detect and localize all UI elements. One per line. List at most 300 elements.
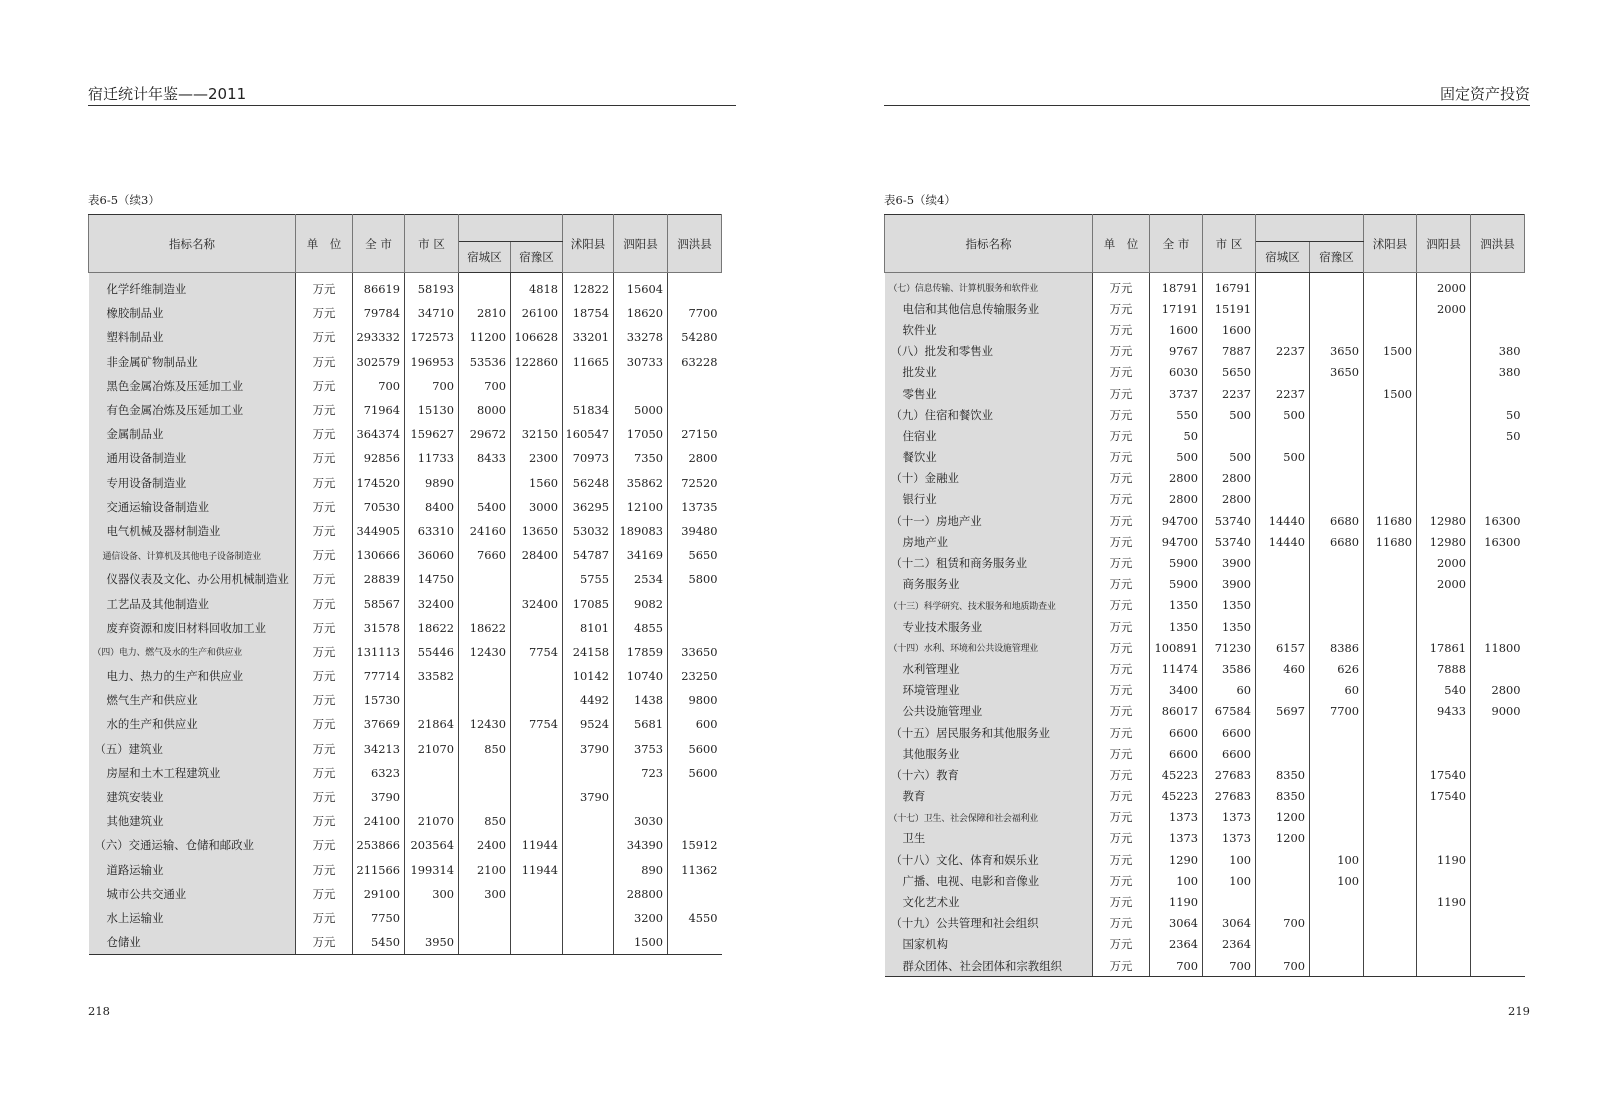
value-cell: 3000 (511, 495, 563, 519)
value-cell: 6600 (1150, 743, 1203, 764)
value-cell: 850 (459, 737, 511, 761)
value-cell (1417, 447, 1471, 468)
indicator-name-cell: 燃气生产和供应业 (89, 688, 296, 712)
value-cell: 33278 (614, 325, 668, 349)
value-cell (1417, 362, 1471, 383)
unit-cell: 万元 (296, 640, 353, 664)
table-row (89, 688, 722, 712)
value-cell: 21070 (405, 737, 459, 761)
value-cell: 1500 (1364, 383, 1417, 404)
value-cell (1310, 743, 1364, 764)
value-cell: 2800 (1150, 489, 1203, 510)
unit-cell: 万元 (296, 591, 353, 615)
value-cell (1310, 616, 1364, 637)
indicator-name-cell: （八）批发和零售业 (885, 341, 1093, 362)
value-cell (1471, 955, 1525, 977)
value-cell: 3400 (1150, 680, 1203, 701)
value-cell: 36060 (405, 543, 459, 567)
table-row (885, 786, 1525, 807)
value-cell: 3064 (1150, 913, 1203, 934)
value-cell (1471, 319, 1525, 340)
value-cell: 172573 (405, 325, 459, 349)
value-cell: 15730 (353, 688, 405, 712)
indicator-name-cell: 环境管理业 (885, 680, 1093, 701)
unit-cell: 万元 (296, 737, 353, 761)
value-cell: 27683 (1203, 786, 1256, 807)
value-cell (1417, 489, 1471, 510)
value-cell (1256, 891, 1310, 912)
value-cell (1256, 362, 1310, 383)
value-cell (668, 785, 722, 809)
indicator-name-cell: 教育 (885, 786, 1093, 807)
table-row (89, 446, 722, 470)
value-cell (1417, 383, 1471, 404)
unit-cell: 万元 (1093, 510, 1150, 531)
value-cell: 100 (1203, 849, 1256, 870)
value-cell: 2800 (1150, 468, 1203, 489)
value-cell: 100 (1310, 870, 1364, 891)
value-cell (1310, 891, 1364, 912)
value-cell: 7350 (614, 446, 668, 470)
indicator-name-cell: 黑色金属冶炼及压延加工业 (89, 374, 296, 398)
indicator-name-cell: 城市公共交通业 (89, 882, 296, 906)
value-cell: 122860 (511, 350, 563, 374)
value-cell (1417, 595, 1471, 616)
indicator-name-cell: 通信设备、计算机及其他电子设备制造业 (89, 543, 296, 567)
unit-cell: 万元 (296, 785, 353, 809)
unit-cell: 万元 (1093, 447, 1150, 468)
header-shuyang: 沭阳县 (563, 215, 614, 273)
value-cell: 11474 (1150, 658, 1203, 679)
table-row (885, 891, 1525, 912)
value-cell: 8000 (459, 398, 511, 422)
unit-cell: 万元 (1093, 595, 1150, 616)
table-row (885, 341, 1525, 362)
value-cell: 6600 (1203, 743, 1256, 764)
value-cell (511, 374, 563, 398)
table-row (885, 849, 1525, 870)
table-row (89, 906, 722, 930)
unit-cell: 万元 (1093, 383, 1150, 404)
indicator-name-cell: 批发业 (885, 362, 1093, 383)
value-cell (1256, 870, 1310, 891)
value-cell (1310, 934, 1364, 955)
value-cell: 1190 (1417, 849, 1471, 870)
value-cell: 189083 (614, 519, 668, 543)
value-cell (1310, 955, 1364, 977)
value-cell: 2237 (1256, 341, 1310, 362)
value-cell (563, 809, 614, 833)
value-cell (1471, 722, 1525, 743)
value-cell: 3950 (405, 930, 459, 955)
value-cell: 50 (1506, 407, 1521, 422)
value-cell (1364, 489, 1417, 510)
unit-cell: 万元 (1093, 616, 1150, 637)
value-cell (1310, 807, 1364, 828)
value-cell: 4818 (511, 273, 563, 302)
header-suyu: 宿豫区 (511, 242, 563, 273)
value-cell: 50 (1150, 425, 1203, 446)
value-cell (1256, 595, 1310, 616)
indicator-name-cell: 公共设施管理业 (885, 701, 1093, 722)
value-cell (459, 591, 511, 615)
value-cell: 700 (1203, 955, 1256, 977)
table-row (89, 761, 722, 785)
table-row (885, 701, 1525, 722)
value-cell (1310, 764, 1364, 785)
value-cell (1256, 849, 1310, 870)
value-cell: 2800 (688, 451, 718, 466)
value-cell: 723 (614, 761, 668, 785)
value-cell: 302579 (353, 350, 405, 374)
value-cell: 18622 (405, 616, 459, 640)
indicator-name-cell: 化学纤维制造业 (89, 273, 296, 302)
value-cell: 5681 (614, 712, 668, 736)
table-row (89, 301, 722, 325)
header-sihong: 泗洪县 (668, 215, 722, 273)
value-cell (1417, 722, 1471, 743)
unit-cell: 万元 (296, 301, 353, 325)
table-row (885, 722, 1525, 743)
value-cell: 1350 (1150, 616, 1203, 637)
unit-cell: 万元 (296, 761, 353, 785)
unit-cell: 万元 (296, 374, 353, 398)
unit-cell: 万元 (296, 858, 353, 882)
indicator-name-cell: 其他建筑业 (89, 809, 296, 833)
value-cell: 1350 (1203, 595, 1256, 616)
value-cell: 2000 (1417, 552, 1471, 573)
value-cell: 160547 (563, 422, 614, 446)
indicator-name-cell: 专用设备制造业 (89, 471, 296, 495)
page-number: 218 (88, 1004, 110, 1018)
value-cell: 60 (1203, 680, 1256, 701)
table-row (885, 468, 1525, 489)
value-cell (1417, 934, 1471, 955)
value-cell: 58567 (353, 591, 405, 615)
unit-cell: 万元 (1093, 637, 1150, 658)
value-cell (459, 273, 511, 302)
value-cell: 100 (1310, 849, 1364, 870)
unit-cell: 万元 (296, 664, 353, 688)
value-cell: 11680 (1364, 510, 1417, 531)
value-cell (1256, 319, 1310, 340)
value-cell (1256, 425, 1310, 446)
table-row (89, 591, 722, 615)
indicator-name-cell: 其他服务业 (885, 743, 1093, 764)
indicator-name-cell: 文化艺术业 (885, 891, 1093, 912)
indicator-name-cell: 电信和其他信息传输服务业 (885, 298, 1093, 319)
value-cell (1364, 786, 1417, 807)
value-cell (459, 906, 511, 930)
value-cell: 4492 (563, 688, 614, 712)
running-header-text: 固定资产投资 (1439, 85, 1530, 103)
header-name: 指标名称 (89, 215, 296, 273)
value-cell: 50 (1506, 428, 1521, 443)
value-cell: 56248 (563, 471, 614, 495)
unit-cell: 万元 (296, 809, 353, 833)
value-cell: 3650 (1310, 362, 1364, 383)
value-cell (668, 616, 722, 640)
value-cell: 626 (1310, 658, 1364, 679)
table-body (885, 273, 1525, 977)
indicator-name-cell: 软件业 (885, 319, 1093, 340)
value-cell: 7700 (688, 306, 718, 321)
value-cell (1471, 849, 1525, 870)
value-cell (1471, 786, 1525, 807)
value-cell (614, 785, 668, 809)
value-cell: 364374 (353, 422, 405, 446)
value-cell (1310, 404, 1364, 425)
header-shuyang: 沭阳县 (1364, 215, 1417, 273)
value-cell (1364, 701, 1417, 722)
value-cell: 17859 (614, 640, 668, 664)
value-cell: 10142 (563, 664, 614, 688)
indicator-name-cell: （六）交通运输、仓储和邮政业 (89, 833, 296, 857)
value-cell: 2400 (459, 833, 511, 857)
value-cell (511, 616, 563, 640)
value-cell: 14750 (405, 567, 459, 591)
indicator-name-cell: 橡胶制品业 (89, 301, 296, 325)
table-row (89, 273, 722, 302)
table-row (885, 680, 1525, 701)
value-cell (1310, 786, 1364, 807)
value-cell: 17050 (614, 422, 668, 446)
header-city: 全 市 (353, 215, 405, 273)
value-cell: 6680 (1310, 531, 1364, 552)
value-cell: 14440 (1256, 531, 1310, 552)
unit-cell: 万元 (1093, 362, 1150, 383)
header-district-span (1256, 215, 1364, 242)
unit-cell: 万元 (1093, 273, 1150, 299)
unit-cell: 万元 (1093, 680, 1150, 701)
value-cell: 18791 (1150, 273, 1203, 299)
table-row (89, 374, 722, 398)
value-cell: 8350 (1256, 786, 1310, 807)
value-cell: 23250 (681, 669, 718, 684)
value-cell: 4855 (614, 616, 668, 640)
value-cell (1310, 273, 1364, 299)
value-cell: 15130 (405, 398, 459, 422)
value-cell (1310, 828, 1364, 849)
value-cell (1471, 828, 1525, 849)
value-cell (459, 567, 511, 591)
value-cell: 1600 (1150, 319, 1203, 340)
value-cell: 5650 (688, 548, 718, 563)
unit-cell: 万元 (1093, 955, 1150, 977)
indicator-name-cell: （十六）教育 (885, 764, 1093, 785)
value-cell: 71964 (353, 398, 405, 422)
indicator-name-cell: 群众团体、社会团体和宗教组织 (885, 955, 1093, 977)
value-cell (1471, 447, 1525, 468)
indicator-name-cell: 交通运输设备制造业 (89, 495, 296, 519)
value-cell: 16300 (1484, 513, 1521, 528)
value-cell: 890 (614, 858, 668, 882)
value-cell (1310, 595, 1364, 616)
value-cell (511, 688, 563, 712)
value-cell (1417, 404, 1471, 425)
value-cell (1310, 425, 1364, 446)
value-cell (1417, 425, 1471, 446)
table-row (89, 858, 722, 882)
value-cell: 203564 (405, 833, 459, 857)
value-cell (1471, 743, 1525, 764)
table-row (885, 870, 1525, 891)
value-cell: 199314 (405, 858, 459, 882)
value-cell: 1600 (1203, 319, 1256, 340)
unit-cell: 万元 (1093, 298, 1150, 319)
unit-cell: 万元 (1093, 574, 1150, 595)
value-cell: 211566 (353, 858, 405, 882)
table-row (885, 595, 1525, 616)
value-cell: 2100 (459, 858, 511, 882)
value-cell: 3200 (614, 906, 668, 930)
value-cell: 5000 (614, 398, 668, 422)
value-cell: 6030 (1150, 362, 1203, 383)
value-cell: 460 (1256, 658, 1310, 679)
value-cell (405, 785, 459, 809)
table-row (89, 422, 722, 446)
value-cell (459, 785, 511, 809)
value-cell: 21864 (405, 712, 459, 736)
value-cell: 21070 (405, 809, 459, 833)
unit-cell: 万元 (1093, 786, 1150, 807)
value-cell (668, 398, 722, 422)
left-page (88, 0, 748, 1099)
value-cell (459, 471, 511, 495)
unit-cell: 万元 (1093, 764, 1150, 785)
value-cell: 71230 (1203, 637, 1256, 658)
value-cell: 7888 (1417, 658, 1471, 679)
value-cell: 2300 (511, 446, 563, 470)
value-cell: 27683 (1203, 764, 1256, 785)
value-cell: 9890 (405, 471, 459, 495)
value-cell: 130666 (353, 543, 405, 567)
value-cell (1471, 658, 1525, 679)
header-district-span (459, 215, 563, 242)
value-cell: 51834 (563, 398, 614, 422)
value-cell (1471, 383, 1525, 404)
indicator-name-cell: 电气机械及器材制造业 (89, 519, 296, 543)
data-table (884, 214, 1525, 977)
value-cell: 1190 (1150, 891, 1203, 912)
indicator-name-cell: 银行业 (885, 489, 1093, 510)
value-cell: 2000 (1417, 273, 1471, 299)
value-cell (405, 906, 459, 930)
value-cell (1310, 913, 1364, 934)
right-page (884, 0, 1544, 1099)
value-cell: 45223 (1150, 786, 1203, 807)
table-row (89, 350, 722, 374)
value-cell (1471, 807, 1525, 828)
value-cell: 72520 (681, 475, 718, 490)
value-cell (1256, 680, 1310, 701)
value-cell: 1350 (1203, 616, 1256, 637)
header-city: 全 市 (1150, 215, 1203, 273)
indicator-name-cell: 有色金属冶炼及压延加工业 (89, 398, 296, 422)
value-cell: 2364 (1150, 934, 1203, 955)
value-cell: 17540 (1417, 786, 1471, 807)
indicator-name-cell: 塑料制品业 (89, 325, 296, 349)
table-row (885, 658, 1525, 679)
value-cell (1364, 828, 1417, 849)
running-header (884, 83, 1530, 106)
value-cell (511, 761, 563, 785)
value-cell: 7754 (511, 640, 563, 664)
indicator-name-cell: （十七）卫生、社会保障和社会福利业 (885, 807, 1093, 828)
value-cell: 174520 (353, 471, 405, 495)
value-cell: 1560 (511, 471, 563, 495)
value-cell: 34169 (614, 543, 668, 567)
value-cell: 344905 (353, 519, 405, 543)
value-cell: 12430 (459, 712, 511, 736)
table-row (89, 471, 722, 495)
value-cell (563, 761, 614, 785)
table-row (89, 495, 722, 519)
table-row (885, 574, 1525, 595)
table-row (89, 325, 722, 349)
value-cell: 92856 (353, 446, 405, 470)
value-cell: 37669 (353, 712, 405, 736)
unit-cell: 万元 (1093, 870, 1150, 891)
value-cell: 1350 (1150, 595, 1203, 616)
value-cell: 300 (405, 882, 459, 906)
indicator-name-cell: 电力、热力的生产和供应业 (89, 664, 296, 688)
value-cell: 2534 (614, 567, 668, 591)
value-cell: 1373 (1203, 828, 1256, 849)
value-cell: 12822 (563, 273, 614, 302)
value-cell: 5900 (1150, 574, 1203, 595)
value-cell: 11680 (1364, 531, 1417, 552)
table-row (885, 510, 1525, 531)
value-cell: 106628 (511, 325, 563, 349)
value-cell: 9524 (563, 712, 614, 736)
value-cell: 500 (1203, 404, 1256, 425)
value-cell: 1373 (1150, 828, 1203, 849)
value-cell (1364, 722, 1417, 743)
value-cell: 2810 (459, 301, 511, 325)
value-cell: 53536 (459, 350, 511, 374)
value-cell (405, 688, 459, 712)
value-cell: 3790 (353, 785, 405, 809)
value-cell: 5600 (688, 741, 718, 756)
indicator-name-cell: （十五）居民服务和其他服务业 (885, 722, 1093, 743)
value-cell: 2000 (1417, 298, 1471, 319)
indicator-name-cell: 餐饮业 (885, 447, 1093, 468)
table-row (89, 712, 722, 736)
indicator-name-cell: 道路运输业 (89, 858, 296, 882)
header-siyang: 泗阳县 (614, 215, 668, 273)
unit-cell: 万元 (296, 930, 353, 955)
value-cell: 3790 (563, 785, 614, 809)
value-cell: 1438 (614, 688, 668, 712)
table-row (89, 640, 722, 664)
value-cell (511, 930, 563, 955)
indicator-name-cell: 废弃资源和废旧材料回收加工业 (89, 616, 296, 640)
value-cell: 380 (1498, 365, 1521, 380)
value-cell: 100 (1150, 870, 1203, 891)
value-cell (1310, 298, 1364, 319)
value-cell (563, 833, 614, 857)
value-cell: 600 (695, 717, 718, 732)
unit-cell: 万元 (296, 833, 353, 857)
value-cell: 131113 (353, 640, 405, 664)
value-cell (1364, 743, 1417, 764)
value-cell: 7660 (459, 543, 511, 567)
table-row (89, 809, 722, 833)
value-cell: 33201 (563, 325, 614, 349)
value-cell (668, 591, 722, 615)
indicator-name-cell: （四）电力、燃气及水的生产和供应业 (89, 640, 296, 664)
